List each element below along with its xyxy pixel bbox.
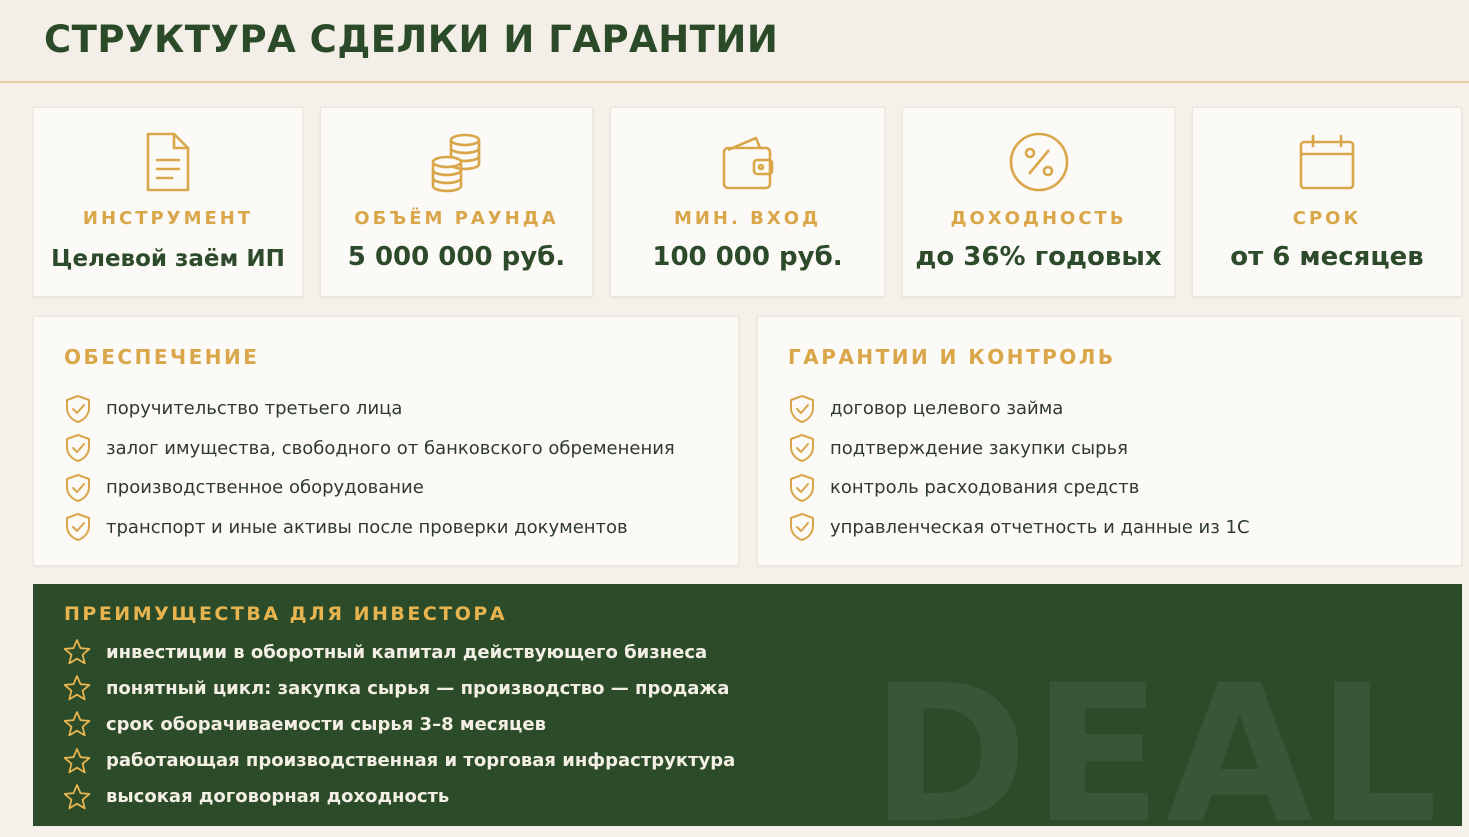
list-item-text: транспорт и иные активы после проверки документов — [106, 516, 628, 538]
watermark: DEAL — [870, 644, 1442, 826]
security-title: ОБЕСПЕЧЕНИЕ — [64, 345, 260, 369]
calendar-icon — [1295, 130, 1359, 194]
list-item — [64, 389, 675, 429]
list-item-text: высокая договорная доходность — [106, 786, 450, 808]
card-label: ОБЪЁМ РАУНДА — [354, 208, 559, 229]
card-value: 5 000 000 руб. — [347, 242, 566, 272]
list-item — [788, 389, 1250, 429]
list-item — [788, 508, 1250, 548]
guarantees-list — [788, 389, 1250, 547]
list-item — [788, 429, 1250, 469]
list-item-text: подтверждение закупки сырья — [830, 437, 1128, 459]
star-icon — [63, 783, 91, 811]
card-value: 100 000 руб. — [652, 242, 843, 272]
benefits-list — [63, 634, 735, 815]
benefits-title: ПРЕИМУЩЕСТВА ДЛЯ ИНВЕСТОРА — [64, 603, 508, 625]
star-icon — [63, 674, 91, 702]
list-item — [63, 706, 735, 742]
shield-check-icon — [64, 433, 92, 463]
list-item — [788, 468, 1250, 508]
list-item-text: поручительство третьего лица — [106, 398, 403, 420]
wallet-icon — [716, 130, 780, 194]
card-label: СРОК — [1292, 208, 1362, 229]
list-item-text: работающая производственная и торговая инфраструктура — [106, 750, 736, 772]
card-yield — [902, 107, 1175, 297]
card-value: до 36% годовых — [915, 242, 1162, 272]
list-item-text: инвестиции в оборотный капитал действующего бизнеса — [106, 641, 708, 663]
list-item-text: контроль расходования средств — [830, 477, 1140, 499]
coins-icon — [425, 130, 489, 194]
card-value: от 6 месяцев — [1230, 242, 1424, 272]
card-value: Целевой заём ИП — [51, 246, 285, 272]
list-item — [64, 508, 675, 548]
security-list — [64, 389, 675, 547]
star-icon — [63, 710, 91, 738]
card-instrument — [33, 107, 303, 297]
card-label: ДОХОДНОСТЬ — [950, 208, 1127, 229]
list-item — [63, 634, 735, 670]
shield-check-icon — [64, 394, 92, 424]
security-panel — [33, 316, 739, 566]
card-label: ИНСТРУМЕНТ — [82, 208, 254, 229]
page-title: СТРУКТУРА СДЕЛКИ И ГАРАНТИИ — [44, 18, 779, 61]
document-icon — [136, 130, 200, 194]
shield-check-icon — [788, 394, 816, 424]
shield-check-icon — [788, 473, 816, 503]
shield-check-icon — [64, 473, 92, 503]
card-round-volume — [320, 107, 593, 297]
shield-check-icon — [788, 433, 816, 463]
list-item-text: залог имущества, свободного от банковского обременения — [106, 437, 675, 459]
percent-icon — [1007, 130, 1071, 194]
shield-check-icon — [64, 512, 92, 542]
page-header — [0, 0, 1469, 83]
list-item — [63, 670, 735, 706]
card-label: МИН. ВХОД — [673, 208, 822, 229]
list-item-text: производственное оборудование — [106, 477, 424, 499]
list-item-text: договор целевого займа — [830, 398, 1064, 420]
card-term — [1192, 107, 1462, 297]
list-item — [64, 468, 675, 508]
list-item-text: управленческая отчетность и данные из 1С — [830, 516, 1250, 538]
list-item — [63, 743, 735, 779]
list-item-text: понятный цикл: закупка сырья — производство — продажа — [106, 677, 730, 699]
star-icon — [63, 638, 91, 666]
list-item — [64, 429, 675, 469]
card-min-entry — [610, 107, 885, 297]
guarantees-panel — [757, 316, 1462, 566]
shield-check-icon — [788, 512, 816, 542]
star-icon — [63, 747, 91, 775]
benefits-panel — [33, 584, 1462, 826]
list-item — [63, 779, 735, 815]
list-item-text: срок оборачиваемости сырья 3–8 месяцев — [106, 713, 546, 735]
guarantees-title: ГАРАНТИИ И КОНТРОЛЬ — [788, 345, 1116, 369]
